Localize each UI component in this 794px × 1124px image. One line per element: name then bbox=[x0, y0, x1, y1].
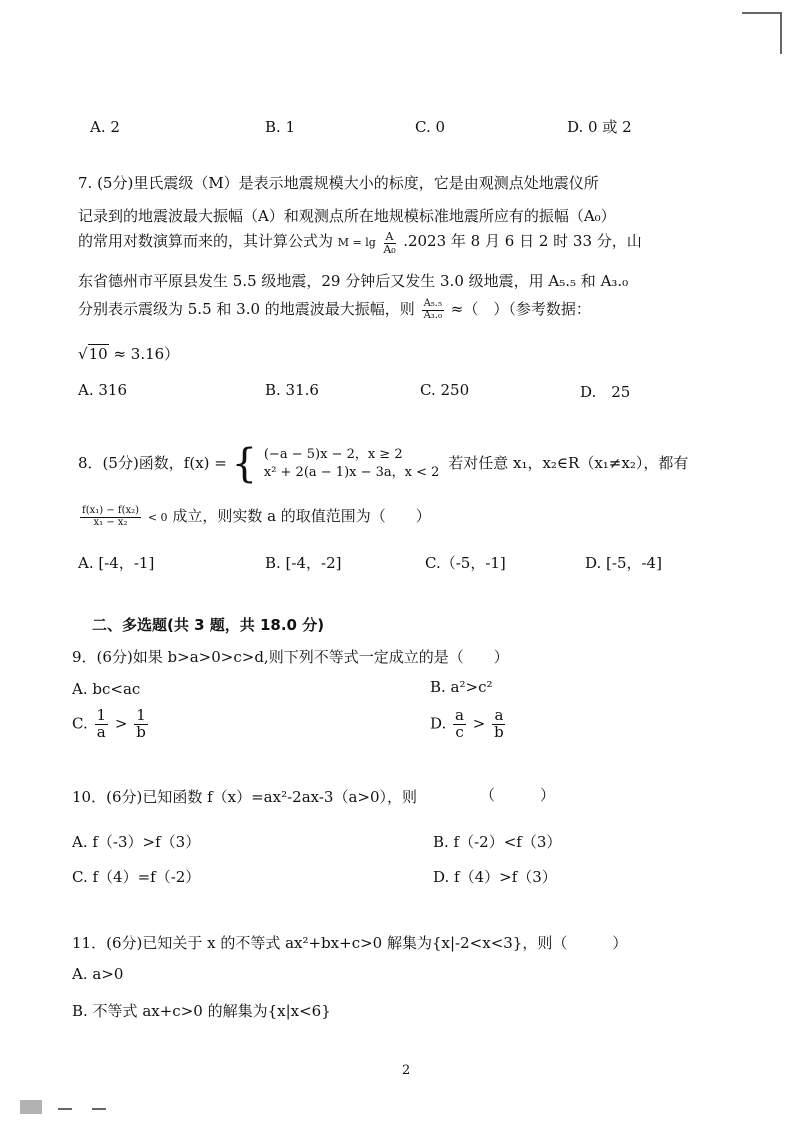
q11-option-b: B. 不等式 ax+c>0 的解集为{x|x<6} bbox=[72, 1002, 331, 1020]
q9-text: 9．(6分)如果 b>a>0>c>d,则下列不等式一定成立的是（ ） bbox=[72, 648, 509, 666]
scan-artifact-right-edge bbox=[780, 14, 782, 54]
q7-ratio-num: A₅.₅ bbox=[423, 298, 442, 309]
q9-option-c-frac-2 bbox=[134, 708, 148, 741]
q9-c-num-1: 1 bbox=[96, 706, 107, 724]
q7-line-3-post: .2023 年 8 月 6 日 2 时 33 分，山 bbox=[403, 232, 642, 250]
q8-option-b: B. [-4，-2] bbox=[265, 554, 342, 572]
page-number: 2 bbox=[402, 1063, 411, 1078]
q7-option-a: A. 316 bbox=[78, 381, 127, 399]
q10-bracket: （ ） bbox=[480, 786, 556, 804]
q9-d-den-2: b bbox=[494, 722, 504, 741]
q9-option-c bbox=[72, 708, 150, 741]
q9-c-den-1: a bbox=[96, 722, 106, 741]
q7-formula-num: A bbox=[385, 229, 394, 243]
q11-option-a: A. a>0 bbox=[72, 965, 124, 983]
q9-d-num-2: a bbox=[494, 706, 504, 724]
q10-option-b: B. f（-2）<f（3） bbox=[433, 833, 562, 851]
scan-artifact-bottom-left bbox=[20, 1100, 42, 1114]
q7-option-d: D. 25 bbox=[580, 383, 631, 401]
q10-text: 10．(6分)已知函数 f（x）=ax²-2ax-3（a>0），则 bbox=[72, 788, 418, 806]
q9-option-b: B. a²>c² bbox=[430, 678, 493, 696]
q9-d-rel: > bbox=[472, 714, 486, 733]
q7-ref-value: ≈ 3.16） bbox=[113, 345, 180, 363]
q9-option-d-frac-1 bbox=[453, 708, 466, 741]
prev-option-c: C. 0 bbox=[415, 118, 446, 136]
q7-line-3-pre: 的常用对数演算而来的，其计算公式为 bbox=[78, 232, 334, 250]
q8-suffix: 若对任意 x₁，x₂∈R（x₁≠x₂），都有 bbox=[448, 454, 689, 472]
prev-option-d: D. 0 或 2 bbox=[567, 118, 632, 136]
q8-option-a: A. [-4，-1] bbox=[78, 554, 155, 572]
q7-option-b: B. 31.6 bbox=[265, 381, 319, 399]
q7-formula-fraction bbox=[381, 231, 397, 255]
q8-line-1 bbox=[78, 441, 689, 487]
q7-line-2: 记录到的地震波最大振幅（A）和观测点所在地规模标准地震所应有的振幅（A₀） bbox=[78, 207, 616, 225]
q9-option-d-label: D. bbox=[430, 714, 447, 733]
q7-line-4: 东省德州市平原县发生 5.5 级地震，29 分钟后又发生 3.0 级地震，用 A₅.₅ 和 A₃.₀ bbox=[78, 272, 629, 290]
q8-option-d: D. [-5，-4] bbox=[585, 554, 662, 572]
scan-artifact-bottom-left-dash bbox=[58, 1108, 72, 1110]
q7-formula-den: A₀ bbox=[383, 242, 396, 256]
q9-c-den-2: b bbox=[136, 722, 146, 741]
scan-artifact-top-right bbox=[742, 12, 782, 14]
q9-option-c-label: C. bbox=[72, 714, 88, 733]
q8-cond-rel: < 0 bbox=[147, 511, 168, 524]
q7-formula bbox=[337, 229, 403, 256]
q7-line-5 bbox=[78, 298, 591, 321]
q7-line-1: 7. (5分)里氏震级（M）是表示地震规模大小的标度，它是由观测点处地震仪所 bbox=[78, 174, 599, 192]
q11-text: 11．(6分)已知关于 x 的不等式 ax²+bx+c>0 解集为{x|-2<x<3}，则（ ） bbox=[72, 934, 628, 952]
q8-piece-1: (−a − 5)x − 2，x ≥ 2 bbox=[263, 447, 403, 463]
q8-line-2 bbox=[78, 505, 431, 528]
prev-option-a: A. 2 bbox=[90, 118, 120, 136]
q7-formula-lhs: M = lg bbox=[337, 236, 376, 249]
q7-line-5-pre: 分别表示震级为 5.5 和 3.0 的地震波最大振幅，则 bbox=[78, 300, 415, 318]
q9-d-den-1: c bbox=[455, 722, 464, 741]
sqrt-icon: √ bbox=[78, 345, 88, 363]
left-brace-icon: { bbox=[231, 441, 258, 487]
q7-ratio-den: A₃.₀ bbox=[423, 309, 442, 321]
q10-option-c: C. f（4）=f（-2） bbox=[72, 868, 201, 886]
q7-ref-radicand: 10 bbox=[88, 345, 108, 363]
q8-prefix: 8．(5分)函数，f(x) = bbox=[78, 454, 227, 472]
q7-line-3 bbox=[78, 230, 642, 255]
q8-piece-2: x² + 2(a − 1)x − 3a，x < 2 bbox=[263, 465, 440, 480]
q8-piecewise bbox=[264, 446, 440, 481]
q7-line-5-post: ≈（ ）（参考数据： bbox=[450, 300, 591, 318]
q8-option-c: C.（-5，-1] bbox=[425, 554, 506, 572]
q8-line-2-post: 成立，则实数 a 的取值范围为（ ） bbox=[172, 507, 431, 525]
q10-option-d: D. f（4）>f（3） bbox=[433, 868, 557, 886]
q8-cond-den: x₁ − x₂ bbox=[93, 516, 128, 528]
q10-option-a: A. f（-3）>f（3） bbox=[72, 833, 201, 851]
q7-ratio-fraction bbox=[422, 299, 444, 321]
q9-option-c-frac-1 bbox=[95, 708, 109, 741]
q9-c-num-2: 1 bbox=[136, 706, 146, 724]
q9-option-a: A. bc<ac bbox=[72, 680, 141, 698]
q8-condition-fraction bbox=[80, 506, 141, 528]
q9-option-d bbox=[430, 708, 508, 741]
q9-c-rel: > bbox=[114, 714, 128, 733]
q9-d-num-1: a bbox=[455, 706, 464, 724]
q7-reference bbox=[78, 343, 179, 364]
q9-option-d-frac-2 bbox=[492, 708, 506, 741]
scan-artifact-bottom-left-dash2 bbox=[92, 1108, 106, 1110]
q7-option-c: C. 250 bbox=[420, 381, 470, 399]
section-2-title: 二、多选题(共 3 题，共 18.0 分) bbox=[92, 616, 325, 634]
q8-cond-num: f(x₁) − f(x₂) bbox=[82, 505, 140, 516]
prev-option-b: B. 1 bbox=[265, 118, 296, 136]
